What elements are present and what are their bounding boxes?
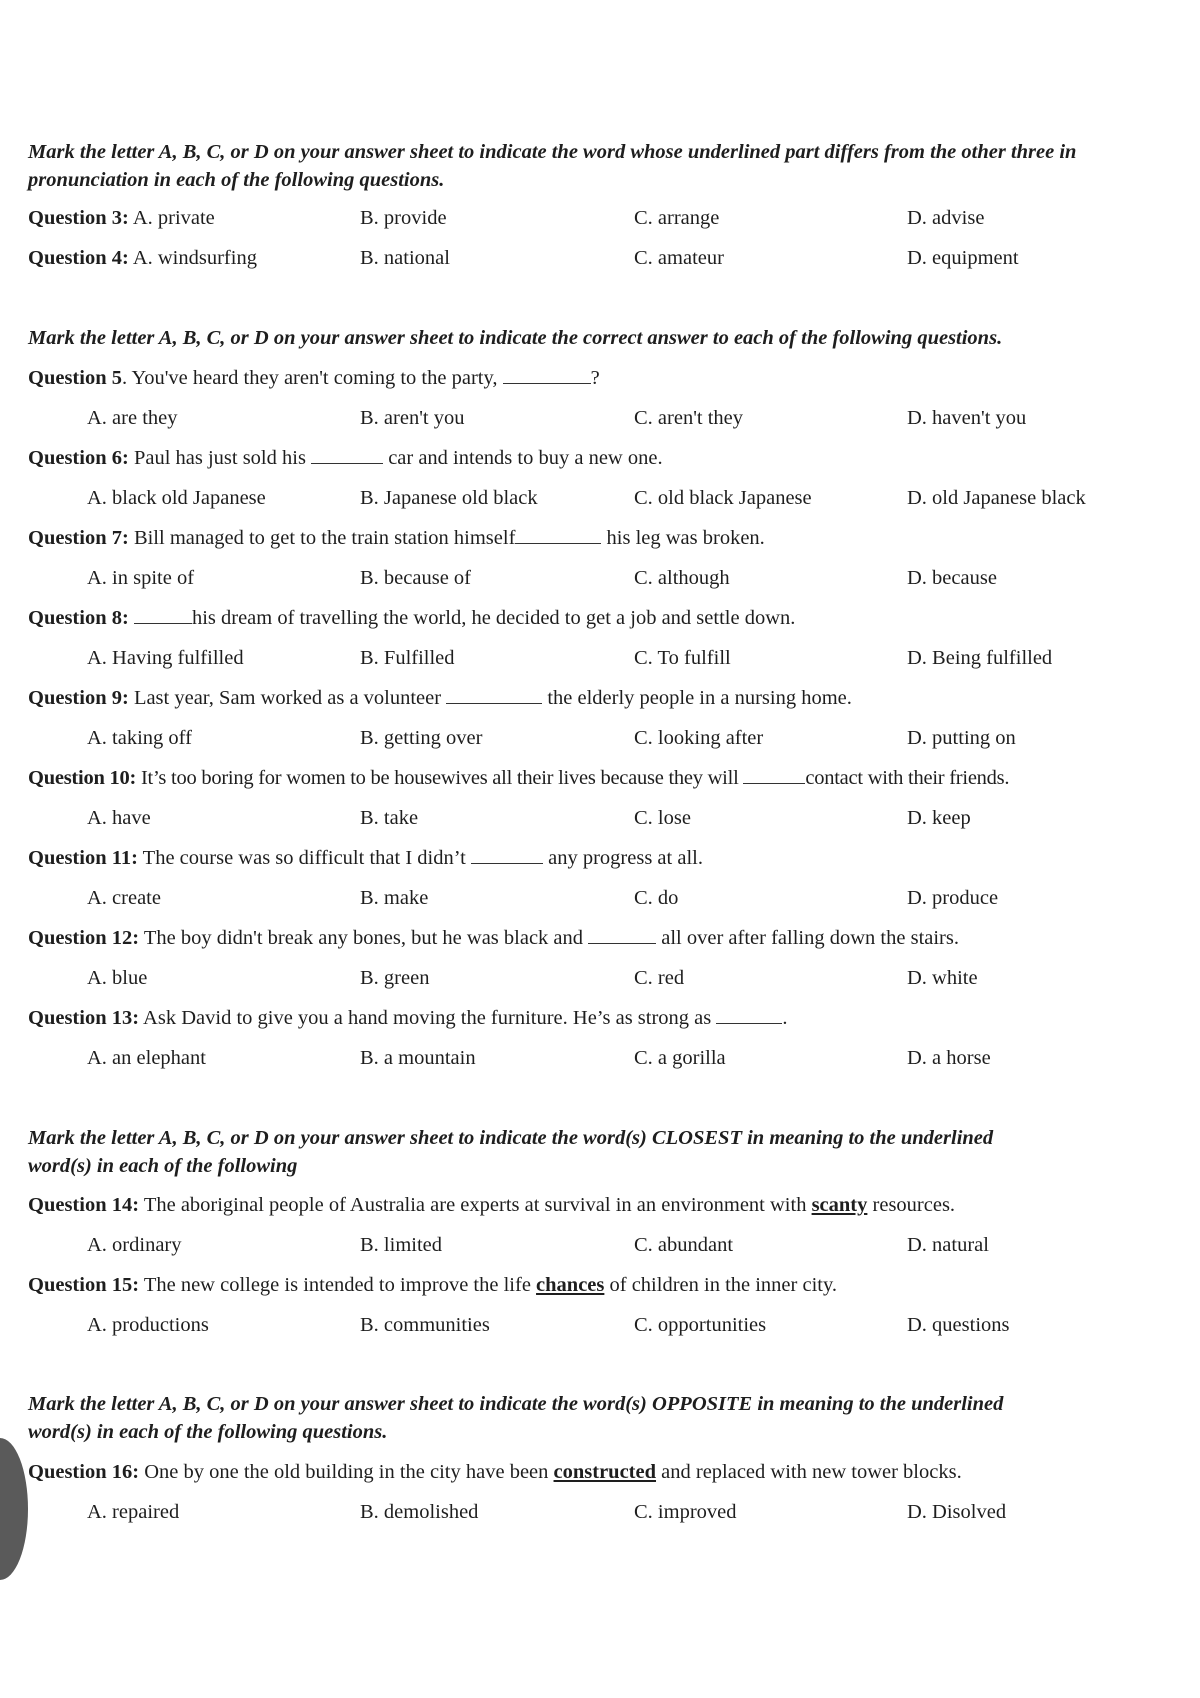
option-b[interactable]: B. provide bbox=[360, 207, 447, 229]
answer-blank bbox=[743, 765, 805, 784]
option-a[interactable]: A. black old Japanese bbox=[87, 487, 266, 509]
question-11-stem: Question 11: The course was so difficult that I didn’t any progress at all. bbox=[28, 847, 703, 869]
section-instruction-opposite: Mark the letter A, B, C, or D on your answer sheet to indicate the word(s) OPPOSITE in meaning to the underlined word(s) in each of the following questions. bbox=[28, 1393, 1004, 1443]
underlined-word: scanty bbox=[811, 1194, 868, 1216]
question-3 bbox=[0, 205, 1200, 233]
question-11-options bbox=[0, 885, 1200, 913]
question-7-stem: Question 7: Bill managed to get to the train station himself his leg was broken. bbox=[28, 527, 765, 549]
option-d[interactable]: D. equipment bbox=[907, 247, 1019, 269]
answer-blank bbox=[134, 605, 192, 624]
option-a[interactable]: A. repaired bbox=[87, 1501, 180, 1523]
option-a[interactable]: A. Having fulfilled bbox=[87, 647, 244, 669]
question-5-options bbox=[0, 405, 1200, 433]
answer-blank bbox=[588, 925, 656, 944]
option-a[interactable]: A. are they bbox=[87, 407, 178, 429]
option-b[interactable]: B. Japanese old black bbox=[360, 487, 538, 509]
option-d[interactable]: D. Being fulfilled bbox=[907, 647, 1053, 669]
option-d[interactable]: D. a horse bbox=[907, 1047, 991, 1069]
question-10-options bbox=[0, 805, 1200, 833]
question-14-options bbox=[0, 1232, 1200, 1260]
section-instruction-correct-answer: Mark the letter A, B, C, or D on your answer sheet to indicate the correct answer to each of the following questions. bbox=[28, 327, 1003, 349]
question-15-options bbox=[0, 1312, 1200, 1340]
question-7-options bbox=[0, 565, 1200, 593]
question-12-options bbox=[0, 965, 1200, 993]
option-a[interactable]: A. productions bbox=[87, 1314, 209, 1336]
option-d[interactable]: D. because bbox=[907, 567, 997, 589]
answer-blank bbox=[311, 445, 383, 464]
option-c[interactable]: C. do bbox=[634, 887, 679, 909]
option-c[interactable]: C. amateur bbox=[634, 247, 724, 269]
option-a[interactable]: A. have bbox=[87, 807, 151, 829]
option-b[interactable]: B. take bbox=[360, 807, 419, 829]
option-d[interactable]: D. questions bbox=[907, 1314, 1010, 1336]
question-15-stem: Question 15: The new college is intended to improve the life chances of children in the inner city. bbox=[28, 1274, 838, 1296]
question-16-stem: Question 16: One by one the old building in the city have been constructed and replaced with new tower blocks. bbox=[28, 1461, 962, 1483]
question-10-stem: Question 10: It’s too boring for women to be housewives all their lives because they will contact with their friends. bbox=[28, 767, 1010, 789]
option-c[interactable]: C. abundant bbox=[634, 1234, 734, 1256]
option-c[interactable]: C. aren't they bbox=[634, 407, 744, 429]
answer-blank bbox=[515, 525, 601, 544]
question-14-stem: Question 14: The aboriginal people of Australia are experts at survival in an environment with scanty resources. bbox=[28, 1194, 956, 1216]
option-d[interactable]: D. Disolved bbox=[907, 1501, 1007, 1523]
option-c[interactable]: C. red bbox=[634, 967, 685, 989]
option-b[interactable]: B. getting over bbox=[360, 727, 483, 749]
section-instruction-closest: Mark the letter A, B, C, or D on your answer sheet to indicate the word(s) CLOSEST in meaning to the underlined word(s) in each of the following bbox=[28, 1127, 994, 1177]
question-13-stem: Question 13: Ask David to give you a hand moving the furniture. He’s as strong as . bbox=[28, 1007, 788, 1029]
question-8-stem: Question 8: his dream of travelling the world, he decided to get a job and settle down. bbox=[28, 607, 796, 629]
option-b[interactable]: B. because of bbox=[360, 567, 471, 589]
option-b[interactable]: B. communities bbox=[360, 1314, 490, 1336]
question-8-options bbox=[0, 645, 1200, 673]
option-a[interactable]: A. in spite of bbox=[87, 567, 195, 589]
option-a[interactable]: A. blue bbox=[87, 967, 148, 989]
answer-blank bbox=[446, 685, 542, 704]
option-c[interactable]: C. although bbox=[634, 567, 730, 589]
option-c[interactable]: C. improved bbox=[634, 1501, 737, 1523]
option-d[interactable]: D. old Japanese black bbox=[907, 487, 1086, 509]
option-a[interactable]: A. ordinary bbox=[87, 1234, 182, 1256]
option-d[interactable]: D. advise bbox=[907, 207, 985, 229]
option-a[interactable]: A. an elephant bbox=[87, 1047, 206, 1069]
option-b[interactable]: B. make bbox=[360, 887, 429, 909]
page-edge-shadow bbox=[0, 1438, 28, 1580]
question-4 bbox=[0, 245, 1200, 273]
question-13-options bbox=[0, 1045, 1200, 1073]
option-d[interactable]: D. keep bbox=[907, 807, 971, 829]
question-label: Question 4: A. windsurfing bbox=[28, 247, 257, 269]
option-c[interactable]: C. old black Japanese bbox=[634, 487, 812, 509]
question-16-options bbox=[0, 1499, 1200, 1527]
option-b[interactable]: B. demolished bbox=[360, 1501, 479, 1523]
underlined-word: chances bbox=[536, 1274, 605, 1296]
option-a[interactable]: A. windsurfing bbox=[132, 247, 257, 269]
option-a[interactable]: A. create bbox=[87, 887, 161, 909]
question-6-stem: Question 6: Paul has just sold his car and intends to buy a new one. bbox=[28, 447, 663, 469]
option-c[interactable]: C. looking after bbox=[634, 727, 764, 749]
option-b[interactable]: B. aren't you bbox=[360, 407, 465, 429]
option-b[interactable]: B. national bbox=[360, 247, 450, 269]
option-d[interactable]: D. putting on bbox=[907, 727, 1016, 749]
option-c[interactable]: C. lose bbox=[634, 807, 691, 829]
option-b[interactable]: B. Fulfilled bbox=[360, 647, 455, 669]
question-9-options bbox=[0, 725, 1200, 753]
option-b[interactable]: B. a mountain bbox=[360, 1047, 476, 1069]
option-b[interactable]: B. green bbox=[360, 967, 430, 989]
answer-blank bbox=[471, 845, 543, 864]
option-c[interactable]: C. To fulfill bbox=[634, 647, 731, 669]
answer-blank bbox=[503, 365, 591, 384]
option-d[interactable]: D. produce bbox=[907, 887, 999, 909]
section-instruction-pronunciation: Mark the letter A, B, C, or D on your answer sheet to indicate the word whose underlined part differs from the other three in pronunciation in each of the following questions. bbox=[28, 141, 1077, 191]
underlined-word: constructed bbox=[553, 1461, 657, 1483]
question-9-stem: Question 9: Last year, Sam worked as a volunteer the elderly people in a nursing home. bbox=[28, 687, 852, 709]
question-label: Question 3: A. private bbox=[28, 207, 215, 229]
option-a[interactable]: A. taking off bbox=[87, 727, 192, 749]
question-6-options bbox=[0, 485, 1200, 513]
option-a[interactable]: A. private bbox=[132, 207, 215, 229]
option-d[interactable]: D. white bbox=[907, 967, 978, 989]
option-c[interactable]: C. a gorilla bbox=[634, 1047, 726, 1069]
question-5-stem: Question 5. You've heard they aren't coming to the party, ? bbox=[28, 367, 600, 389]
option-c[interactable]: C. arrange bbox=[634, 207, 720, 229]
answer-blank bbox=[716, 1005, 782, 1024]
question-12-stem: Question 12: The boy didn't break any bones, but he was black and all over after falling down the stairs. bbox=[28, 927, 959, 949]
option-c[interactable]: C. opportunities bbox=[634, 1314, 767, 1336]
option-b[interactable]: B. limited bbox=[360, 1234, 442, 1256]
option-d[interactable]: D. natural bbox=[907, 1234, 989, 1256]
option-d[interactable]: D. haven't you bbox=[907, 407, 1027, 429]
